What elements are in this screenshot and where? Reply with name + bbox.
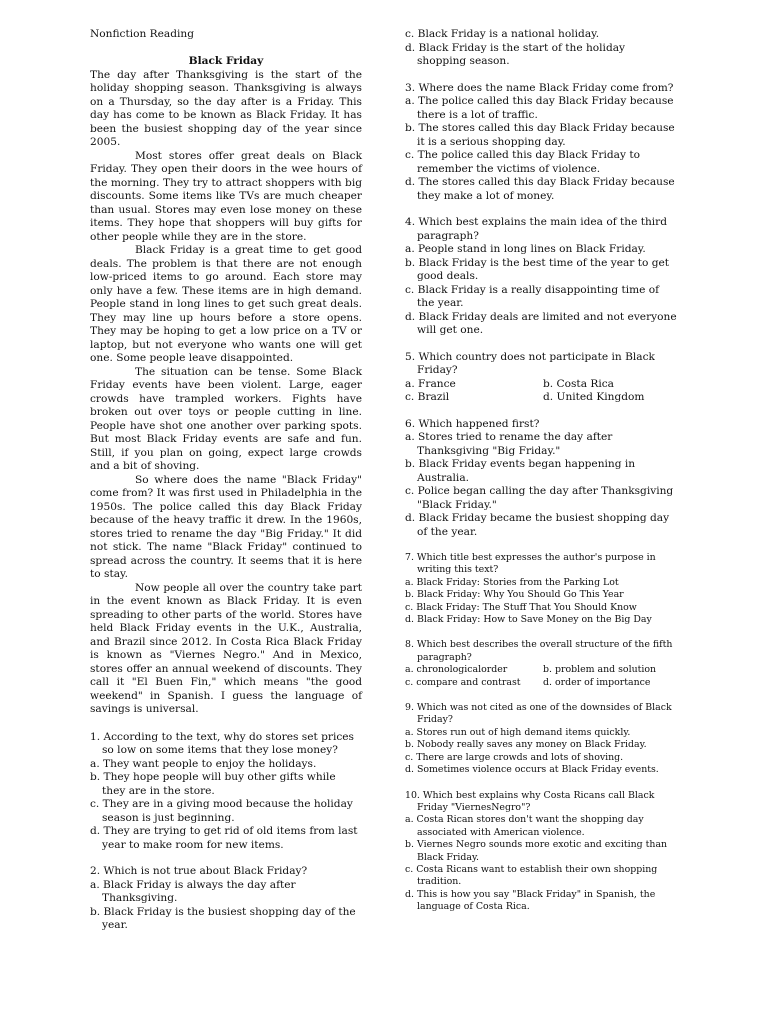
answer-option-b[interactable]: b. Black Friday is the best time of the year to get good deals. (405, 256, 670, 282)
passage-paragraph-3: Black Friday is a great time to get good deals. The problem is that there are not enough low-priced items to go around. Each store may only have a few. These items are in high demand. People stand in long lines to get such great deals. They may line up hours before a store opens. They may be hoping to get a low price on a TV or laptop, but not everyone who wants one will get one. Some people leave disappointed. (90, 244, 362, 364)
answer-option-b[interactable]: b. They hope people will buy other gifts while they are in the store. (90, 771, 336, 797)
answer-option-a[interactable]: a. Black Friday: Stories from the Parking Lot (405, 576, 619, 588)
answer-option-d[interactable]: d. order of importance (543, 676, 651, 688)
answer-option-a[interactable]: a. People stand in long lines on Black Friday. (405, 243, 646, 255)
passage-paragraph-1: The day after Thanksgiving is the start of the holiday shopping season. Thanksgiving is always on a Thursday, so the day after is a Friday. This day has come to be known as Black Friday. It has been the busiest shopping day of the year since 2005. (90, 68, 362, 148)
answer-option-d[interactable]: d. Black Friday: How to Save Money on the Big Day (405, 614, 652, 626)
question-3 (405, 82, 677, 204)
question-4 (405, 216, 677, 338)
question-10 (405, 790, 677, 914)
answer-option-b[interactable]: b. The stores called this day Black Friday because it is a serious shopping day. (405, 122, 675, 148)
answer-option-d[interactable]: d. The stores called this day Black Friday because they make a lot of money. (405, 176, 675, 202)
answer-grid (405, 664, 677, 689)
question-text: 6. Which happened first? (405, 417, 540, 430)
answer-option-b[interactable]: b. problem and solution (543, 664, 657, 676)
answer-option-c[interactable]: c. compare and contrast (405, 676, 521, 688)
answer-option-d[interactable]: d. Black Friday deals are limited and not everyone will get one. (405, 310, 677, 336)
answer-option-a[interactable]: a. Stores tried to rename the day after Thanksgiving "Big Friday." (405, 431, 613, 457)
answer-option-c[interactable]: c. The police called this day Black Friday to remember the victims of violence. (405, 149, 640, 175)
answer-option-b[interactable]: b. Black Friday: Why You Should Go This Year (405, 589, 624, 601)
answer-option-a[interactable]: a. chronologicalorder (405, 664, 508, 676)
answer-grid (405, 378, 677, 405)
question-text: 1. According to the text, why do stores set prices so low on some items that they lose money? (90, 730, 354, 756)
answer-option-b[interactable]: b. Viernes Negro sounds more exotic and exciting than Black Friday. (405, 839, 668, 863)
answer-option-c[interactable]: c. Black Friday is a national holiday. (405, 28, 600, 40)
question-1 (90, 731, 362, 853)
question-text: 8. Which best describes the overall structure of the fifth paragraph? (405, 639, 673, 663)
question-text: 10. Which best explains why Costa Ricans call Black Friday "ViernesNegro"? (405, 789, 655, 813)
answer-option-a[interactable]: a. Costa Rican stores don't want the shopping day associated with American violence. (405, 814, 644, 838)
question-text: 2. Which is not true about Black Friday? (90, 865, 308, 877)
answer-option-d[interactable]: d. Black Friday is the start of the holiday shopping season. (405, 41, 626, 67)
question-7 (405, 552, 677, 626)
question-2-continued (405, 28, 677, 69)
passage-paragraph-4: The situation can be tense. Some Black Friday events have been violent. Large, eager crowds have trampled workers. Fights have broken out over toys or people cutting in line. People have shot one another over parking spots. But most Black Friday events are safe and fun. Still, if you plan on going, expect large crowds and a bit of shoving. (90, 365, 362, 472)
answer-option-b[interactable]: b. Nobody really saves any money on Black Friday. (405, 739, 647, 751)
answer-option-c[interactable]: c. Police began calling the day after Thanksgiving "Black Friday." (405, 485, 674, 511)
answer-option-b[interactable]: b. Black Friday is the busiest shopping day of the year. (90, 905, 356, 931)
answer-option-c[interactable]: c. Brazil (405, 391, 450, 403)
answer-option-d[interactable]: d. Black Friday became the busiest shopping day of the year. (405, 512, 670, 538)
question-text: 9. Which was not cited as one of the downsides of Black Friday? (405, 702, 672, 726)
answer-option-d[interactable]: d. This is how you say "Black Friday" in Spanish, the language of Costa Rica. (405, 888, 656, 913)
passage-paragraph-5: So where does the name "Black Friday" come from? It was first used in Philadelphia in the 1950s. The police called this day Black Friday because of the heavy traffic it drew. In the 1960s, stores tried to rename the day "Big Friday." It did not stick. The name "Black Friday" continued to spread across the country. It seems that it is here to stay. (90, 473, 362, 580)
answer-option-b[interactable]: b. Black Friday events began happening in Australia. (405, 458, 636, 484)
answer-option-c[interactable]: c. There are large crowds and lots of shoving. (405, 751, 624, 763)
question-text: 5. Which country does not participate in Black Friday? (405, 350, 655, 376)
answer-option-a[interactable]: a. Black Friday is always the day after Thanksgiving. (90, 878, 296, 904)
answer-option-d[interactable]: d. They are trying to get rid of old items from last year to make room for new items. (90, 825, 358, 851)
passage-paragraph-6: Now people all over the country take part in the event known as Black Friday. It is even spreading to other parts of the world. Stores have held Black Friday events in the U.K., Australia, and Brazil since 2012. In Costa Rica Black Friday is known as "Viernes Negro." And in Mexico, stores offer an annual weekend of discounts. They call it "El Buen Fin," which means "the good weekend" in Spanish. I guess the language of savings is universal. (90, 581, 362, 715)
passage-title: Black Friday (188, 55, 264, 67)
question-9 (405, 702, 677, 776)
passage-paragraph-2: Most stores offer great deals on Black Friday. They open their doors in the wee hours of the morning. They try to attract shoppers with big discounts. Some items like TVs are much cheaper than usual. Stores may even lose money on these items. They hope that shoppers will buy gifts for other people while they are in the store. (90, 149, 362, 243)
right-column (405, 28, 677, 914)
question-5 (405, 351, 677, 405)
answer-option-d[interactable]: d. Sometimes violence occurs at Black Friday events. (405, 764, 659, 776)
answer-option-a[interactable]: a. The police called this day Black Friday because there is a lot of traffic. (405, 95, 674, 121)
question-2 (90, 865, 362, 933)
answer-option-b[interactable]: b. Costa Rica (543, 377, 614, 390)
answer-option-c[interactable]: c. Black Friday is a really disappointing time of the year. (405, 283, 660, 309)
question-text: 3. Where does the name Black Friday come from? (405, 81, 674, 94)
answer-option-d[interactable]: d. United Kingdom (543, 391, 645, 403)
answer-option-a[interactable]: a. They want people to enjoy the holidays. (90, 757, 317, 770)
left-column (90, 28, 362, 933)
answer-option-c[interactable]: c. Black Friday: The Stuff That You Should Know (405, 601, 637, 613)
answer-option-c[interactable]: c. They are in a giving mood because the holiday season is just beginning. (90, 798, 353, 824)
answer-option-a[interactable]: a. France (405, 377, 456, 390)
answer-option-a[interactable]: a. Stores run out of high demand items quickly. (405, 726, 631, 738)
worksheet-header: Nonfiction Reading (90, 28, 195, 40)
answer-option-c[interactable]: c. Costa Ricans want to establish their own shopping tradition. (405, 863, 658, 888)
question-6 (405, 418, 677, 540)
question-text: 4. Which best explains the main idea of the third paragraph? (405, 216, 668, 242)
question-text: 7. Which title best expresses the author's purpose in writing this text? (405, 552, 656, 576)
question-8 (405, 639, 677, 689)
